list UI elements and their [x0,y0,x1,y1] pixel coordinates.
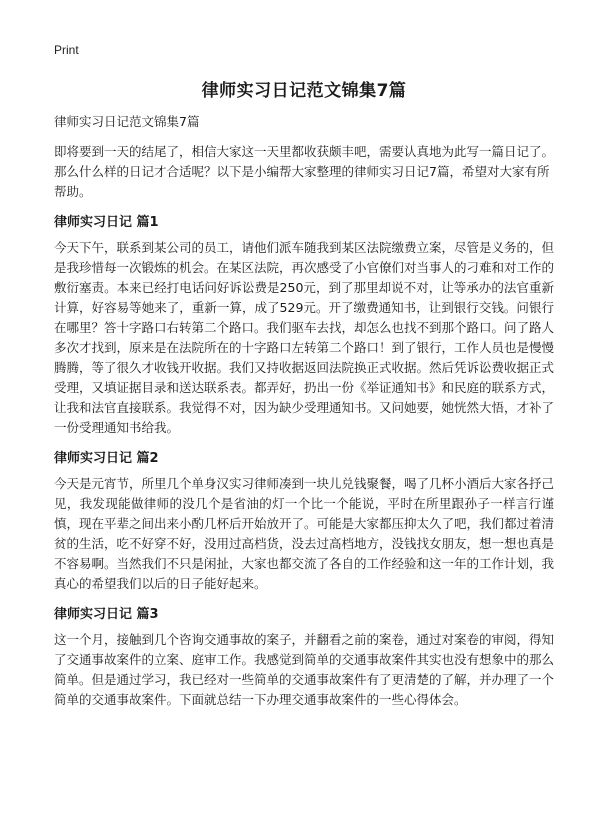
document-subtitle: 律师实习日记范文锦集7篇 [54,114,200,129]
section-1 [54,212,554,438]
section-body: 今天下午，联系到某公司的员工，请他们派车随我到某区法院缴费立案，尽管是义务的，但是我珍惜每一次锻炼的机会。在某区法院，再次感受了小官僚们对当事人的刁难和对工作的敷衍塞责。本来已经打电话问好诉讼费是250元，到了那里却说不对，让等承办的法官重新计算，好容易等她来了，重新一算，成了529元。开了缴费通知书，让到银行交钱。问银行在哪里？答十字路口右转第二个路口。我们驱车去找，却怎么也找不到那个路口。问了路人多次才找到，原来是在法院所在的十字路口左转第二个路口！到了银行，工作人员也是慢慢腾腾，等了很久才收钱开收据。我们又持收据返回法院换正式收据。然后凭诉讼费收据正式受理，又填证据目录和送达联系表。都弄好，扔出一份《举证通知书》和民庭的联系方式，让我和法官直接联系。我觉得不对，因为缺少受理通知书。又问她要，她恍然大悟，才补了一份受理通知书给我。 [54,240,555,435]
document-title: 律师实习日记范文锦集7篇 [201,81,407,101]
section-body: 今天是元宵节，所里几个单身汉实习律师凑到一块儿兑钱聚餐，喝了几杯小酒后大家各抒己见，我发现能做律师的没几个是省油的灯一个比一个能说，平时在所里跟孙子一样言行谨慎，现在平辈之间出来小酌几杯后开始放开了。可能是大家都压抑太久了吧，我们都过着清贫的生活，吃不好穿不好，没用过高档货，没去过高档地方，没钱找女朋友，想一想也真是不容易啊。当然我们不只是闲扯，大家也都交流了各自的工作经验和这一年的工作计划，我真心的希望我们以后的日子能好起来。 [54,476,555,591]
section-3 [54,604,554,710]
intro-paragraph: 即将要到一天的结尾了，相信大家这一天里都收获颇丰吧，需要认真地为此写一篇日记了。那么什么样的日记才合适呢？以下是小编帮大家整理的律师实习日记7篇，希望对大家有所帮助。 [54,144,555,199]
section-body: 这一个月，接触到几个咨询交通事故的案子，并翻看之前的案卷，通过对案卷的审阅，得知了交通事故案件的立案、庭审工作。我感觉到简单的交通事故案件其实也没有想象中的那么简单。但是通过学习，我已经对一些简单的交通事故案件有了更清楚的了解，并办理了一个简单的交通事故案件。下面就总结一下办理交通事故案件的一些心得体会。 [54,632,555,707]
section-2 [54,448,554,594]
print-label: Print [54,43,79,57]
section-heading: 律师实习日记 篇3 [54,607,159,622]
section-heading: 律师实习日记 篇1 [54,215,159,230]
section-heading: 律师实习日记 篇2 [54,451,159,466]
document-page [54,42,554,710]
